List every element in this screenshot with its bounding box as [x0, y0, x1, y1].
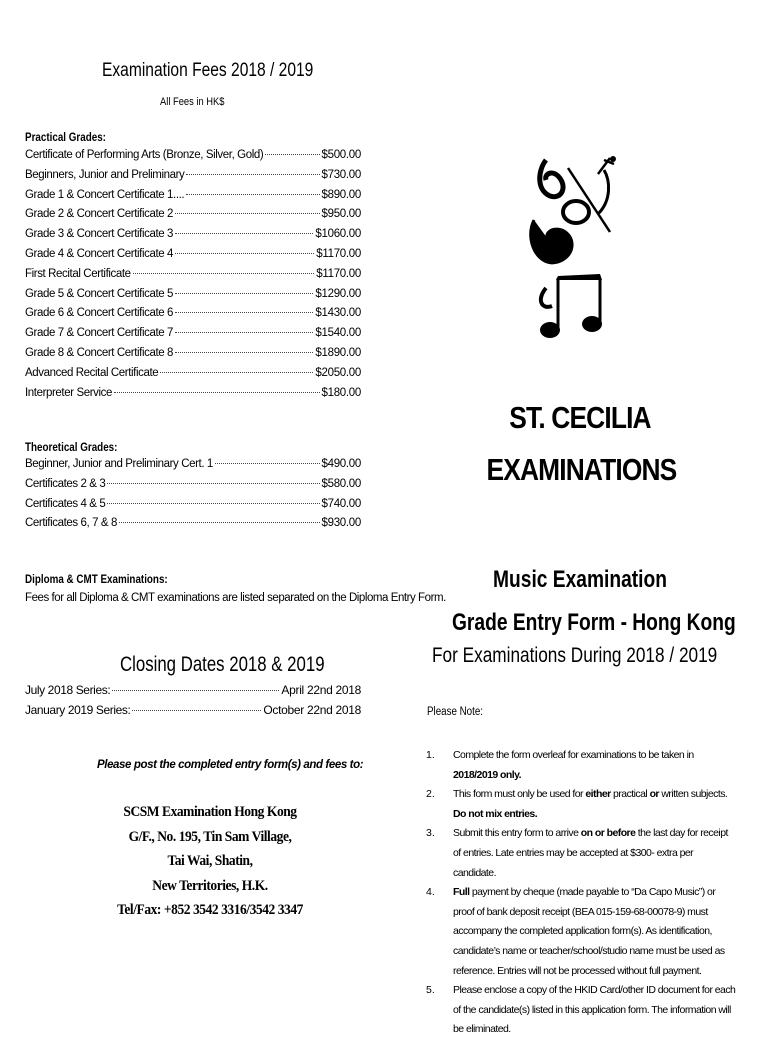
- note-number: 4.: [426, 886, 435, 899]
- fee-value: $1290.00: [315, 287, 361, 300]
- fee-value: $1170.00: [316, 267, 361, 280]
- note-text: [453, 981, 736, 1040]
- fee-row: [25, 228, 361, 248]
- fee-value: April 22nd 2018: [281, 683, 361, 697]
- theoretical-heading: Theoretical Grades:: [25, 440, 118, 454]
- note-text: [453, 785, 736, 824]
- note-text-bold: on or before: [580, 827, 636, 840]
- please-note-heading: Please Note:: [427, 706, 483, 718]
- fee-label: Grade 4 & Concert Certificate 4: [25, 247, 174, 260]
- fee-label: Interpreter Service: [25, 386, 112, 399]
- dot-leader: [186, 194, 319, 195]
- dot-leader: [133, 273, 315, 274]
- dot-leader: [132, 710, 261, 711]
- fee-value: $950.00: [321, 208, 361, 221]
- dot-leader: [186, 174, 319, 175]
- note-item: [426, 785, 736, 824]
- fee-row: [25, 387, 361, 407]
- address-line: New Territories, H.K.: [152, 877, 268, 894]
- dot-leader: [160, 372, 313, 373]
- fee-value: $1430.00: [315, 307, 361, 320]
- fee-row: [25, 288, 361, 308]
- dot-leader: [114, 392, 320, 393]
- fee-value: $490.00: [321, 458, 361, 470]
- fee-row: [25, 367, 361, 387]
- address-line: Tai Wai, Shatin,: [167, 853, 253, 869]
- fee-label: First Recital Certificate: [25, 267, 131, 280]
- note-text-bold: 2018/2019 only.: [453, 768, 522, 781]
- fee-value: $1060.00: [315, 228, 361, 241]
- note-text-part: payment by cheque (made payable to “Da Capo Music”) or proof of bank deposit receipt (BEA 015-159-68-00078-9) must accompany the completed application form(s). As identification, candidate’s name or teacher/school/studio name must be used as reference. Entries will not be processed without full payment.: [453, 886, 725, 977]
- note-text-part: written subjects.: [658, 788, 728, 801]
- note-number: 5.: [426, 984, 435, 997]
- note-text-part: practical: [610, 788, 650, 801]
- note-item: [426, 824, 736, 883]
- fee-label: Beginners, Junior and Preliminary: [25, 168, 185, 181]
- fee-row: [25, 248, 361, 268]
- note-text: [453, 746, 736, 785]
- fee-row: [25, 208, 361, 228]
- dot-leader: [175, 332, 313, 333]
- fee-value: October 22nd 2018: [263, 703, 361, 717]
- note-text-bold: Do not mix entries.: [453, 807, 538, 820]
- note-text-part: the last day for receipt of entries. Late entries may be accepted at $300- extra per candidate.: [453, 827, 728, 879]
- fee-row: [25, 478, 361, 498]
- fee-row: [25, 149, 361, 169]
- org-name-line2: EXAMINATIONS: [486, 452, 677, 487]
- note-item: [426, 883, 736, 981]
- fee-label: January 2019 Series:: [25, 703, 131, 717]
- form-subtitle: For Examinations During 2018 / 2019: [432, 644, 718, 667]
- fee-row: [25, 347, 361, 367]
- dot-leader: [119, 522, 320, 523]
- fee-label: July 2018 Series:: [25, 683, 111, 697]
- fee-row: [25, 683, 361, 703]
- music-notes-logo-icon: [528, 150, 628, 350]
- fee-value: $730.00: [321, 168, 361, 181]
- note-text-bold: Full: [453, 886, 470, 899]
- note-text-part: Please enclose a copy of the HKID Card/other ID document for each of the candidate(s) listed in this application form. The information will be eliminated.: [453, 984, 736, 1036]
- fee-value: $1540.00: [315, 327, 361, 340]
- mailing-address: [90, 800, 330, 923]
- dot-leader: [175, 253, 314, 254]
- note-item: [426, 746, 736, 785]
- fee-row: [25, 517, 361, 537]
- org-name-line1: ST. CECILIA: [509, 400, 651, 435]
- fee-value: $740.00: [321, 497, 361, 510]
- fee-value: $2050.00: [315, 366, 361, 379]
- note-number: 3.: [426, 827, 435, 840]
- organization-name: [470, 392, 690, 496]
- fees-subtitle: All Fees in HK$: [160, 96, 225, 108]
- closing-dates-list: [25, 683, 361, 723]
- fee-row: [25, 327, 361, 347]
- practical-fee-list: [25, 149, 361, 406]
- dot-leader: [107, 483, 319, 484]
- note-text-part: This form must only be used for: [453, 788, 586, 801]
- note-text-part: Complete the form overleaf for examinations to be taken in: [453, 749, 694, 761]
- fee-label: Grade 8 & Concert Certificate 8: [25, 346, 174, 359]
- fee-label: Certificates 6, 7 & 8: [25, 517, 117, 530]
- diploma-heading: Diploma & CMT Examinations:: [25, 572, 168, 586]
- address-line: SCSM Examination Hong Kong: [123, 804, 297, 820]
- fee-label: Grade 5 & Concert Certificate 5: [25, 287, 174, 300]
- address-line: Tel/Fax: +852 3542 3316/3542 3347: [117, 902, 303, 918]
- dot-leader: [107, 503, 319, 504]
- dot-leader: [175, 352, 313, 353]
- form-title-line1: Music Examination: [493, 566, 667, 593]
- notes-list: [426, 746, 736, 1040]
- fee-label: Advanced Recital Certificate: [25, 366, 159, 379]
- fee-row: [25, 498, 361, 518]
- note-text-part: Submit this entry form to arrive: [453, 827, 581, 840]
- address-line: G/F., No. 195, Tin Sam Village,: [128, 828, 292, 845]
- fee-label: Grade 3 & Concert Certificate 3: [25, 228, 174, 241]
- fee-row: [25, 458, 361, 478]
- fee-label: Certificates 4 & 5: [25, 497, 106, 510]
- note-number: 1.: [426, 749, 435, 761]
- practical-heading: Practical Grades:: [25, 130, 106, 144]
- fee-label: Beginner, Junior and Preliminary Cert. 1: [25, 458, 213, 470]
- fee-row: [25, 169, 361, 189]
- fee-label: Certificates 2 & 3: [25, 477, 106, 490]
- note-number: 2.: [426, 788, 435, 801]
- dot-leader: [175, 312, 313, 313]
- fee-row: [25, 268, 361, 288]
- note-text-bold: or: [649, 788, 659, 801]
- note-text: [453, 883, 736, 981]
- dot-leader: [175, 293, 313, 294]
- fee-value: $890.00: [321, 188, 361, 201]
- form-title-line2: Grade Entry Form - Hong Kong: [452, 609, 736, 636]
- fee-value: $580.00: [321, 477, 361, 490]
- diploma-text: Fees for all Diploma & CMT examinations are listed separated on the Diploma Entry Form.: [25, 592, 446, 604]
- fee-label: Grade 1 & Concert Certificate 1....: [25, 188, 185, 201]
- closing-dates-title: Closing Dates 2018 & 2019: [120, 653, 325, 676]
- fee-row: [25, 189, 361, 209]
- fee-label: Grade 7 & Concert Certificate 7: [25, 327, 174, 340]
- fee-value: $930.00: [321, 517, 361, 530]
- dot-leader: [175, 213, 319, 214]
- theoretical-fee-list: [25, 458, 361, 537]
- post-instruction: Please post the completed entry form(s) and fees to:: [97, 759, 364, 771]
- note-text: [453, 824, 736, 883]
- fees-title: Examination Fees 2018 / 2019: [102, 60, 314, 81]
- fee-value: $500.00: [321, 149, 361, 161]
- form-title: [420, 558, 740, 644]
- fee-value: $1170.00: [316, 247, 361, 260]
- fee-value: $180.00: [321, 386, 361, 399]
- fee-row: [25, 703, 361, 723]
- fee-value: $1890.00: [315, 346, 361, 359]
- fee-label: Grade 2 & Concert Certificate 2: [25, 208, 174, 221]
- dot-leader: [175, 233, 313, 234]
- dot-leader: [112, 690, 279, 691]
- note-text-bold: either: [585, 788, 611, 801]
- dot-leader: [215, 463, 320, 464]
- fee-label: Certificate of Performing Arts (Bronze, Silver, Gold): [25, 149, 264, 161]
- note-item: [426, 981, 736, 1040]
- dot-leader: [265, 154, 319, 155]
- fee-row: [25, 307, 361, 327]
- fee-label: Grade 6 & Concert Certificate 6: [25, 307, 174, 320]
